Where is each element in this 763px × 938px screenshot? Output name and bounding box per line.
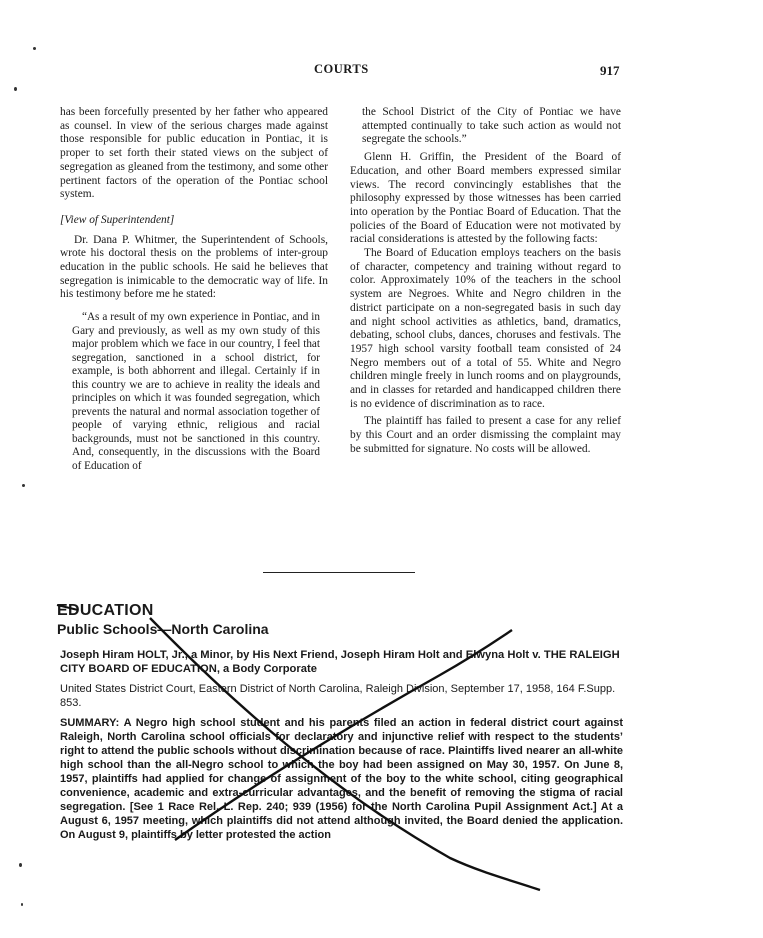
margin-speck xyxy=(14,87,17,91)
right-paragraph-1: the School District of the City of Pontiac we have attempted continually to take such action as would not segregate the schools.” xyxy=(362,106,621,146)
right-paragraph-4: The plaintiff has failed to present a case for any relief by this Court and an order dismissing the complaint may be submitted for signature. No costs will be allowed. xyxy=(350,415,621,455)
subheading-view-of-superintendent: [View of Superintendent] xyxy=(60,213,175,226)
running-head: COURTS xyxy=(314,62,369,76)
case-caption: Joseph Hiram HOLT, Jr., a Minor, by His Next Friend, Joseph Hiram Holt and Elwyna Holt v. THE RALEIGH CITY BOARD OF EDUCATION, a Body Corporate xyxy=(60,649,620,675)
summary-label: SUMMARY: xyxy=(60,717,120,729)
section-divider xyxy=(263,572,415,573)
margin-speck xyxy=(33,47,36,50)
page-number: 917 xyxy=(600,63,620,78)
left-paragraph-1: has been forcefully presented by her father who appeared as counsel. In view of the serious charges made against those responsible for public education in Pontiac, it is proper to set forth their stated views on the subject of segregation as gleaned from the testimony, and some other pertinent factors of the operation of the Pontiac school system. xyxy=(60,106,328,201)
right-column xyxy=(350,106,621,457)
margin-speck xyxy=(21,903,23,906)
summary-text: A Negro high school student and his parents filed an action in federal district court against Raleigh, North Carolina school officials for declaratory and injunctive relief with respect to the students’ right to attend the public schools without discrimination because of race. Plaintiffs lived nearer an all-white high school than the all-Negro school to which the boy had been assigned on May 30, 1957. On June 8, 1957, plaintiffs had applied for change of assignment of the boy to the white school, citing geographical convenience, academic and extra-curricular advantages, and the benefit of removing the stigma of racial segregation. [See 1 Race Rel. L. Rep. 240; 939 (1956) for the North Carolina Pupil Assignment Act.] At a August 6, 1957 meeting, which plaintiffs did not attend although invited, the Board denied the application. On August 9, plaintiffs by letter protested the action xyxy=(60,717,623,841)
margin-speck xyxy=(22,484,25,487)
section-subtitle: Public Schools—North Carolina xyxy=(57,621,269,637)
right-paragraph-2: Glenn H. Griffin, the President of the Board of Education, and other Board members expressed similar views. The record convincingly establishes that the philosophy expressed by those witnesses has been carried into operation by the Pontiac Board of Education. That the policies of the Board of Education were not motivated by racial considerations is attested by the following facts: xyxy=(350,151,621,246)
right-paragraph-3: The Board of Education employs teachers on the basis of character, competency and training without regard to color. Approximately 10% of the teachers in the school system are Negroes. White and Negro children in the district participate on a non-segregated basis in such day and night school activities as athletics, band, dramatics, debating, school clubs, dances, choruses and festivals. The 1957 high school varsity football team consisted of 24 Negro members out of a total of 55. White and Negro children mingle freely in lunch rooms and on playgrounds, and in classes for retarded and handicapped children there is no evidence of discrimination as to race. xyxy=(350,247,621,410)
superintendent-quote: “As a result of my own experience in Pontiac, and in Gary and previously, as well as my own study of this major problem which we face in our country, I feel that segregation, sanctioned in a school district, for example, is both abhorrent and illegal. Certainly if in this country we are to achieve in reality the ideals and principles on which it was founded segregation, which prevents the natural and normal association together of people of varying ethnic, religious and racial backgrounds, must not be sanctioned in this country. And, consequently, in the discussions with the Board of Education of xyxy=(72,311,320,472)
left-column xyxy=(60,106,328,473)
left-paragraph-2: Dr. Dana P. Whitmer, the Superintendent of Schools, wrote his doctoral thesis on the problems of inter-group education in the public schools. He said he believes that segregation is inimicable to the democratic way of life. In his testimony before me he stated: xyxy=(60,233,328,301)
case-citation: United States District Court, Eastern District of North Carolina, Raleigh Division, September 17, 1958, 164 F.Supp. 853. xyxy=(60,683,616,709)
margin-speck xyxy=(19,863,22,867)
case-summary xyxy=(60,716,623,842)
section-title: EDUCATION xyxy=(57,602,154,619)
